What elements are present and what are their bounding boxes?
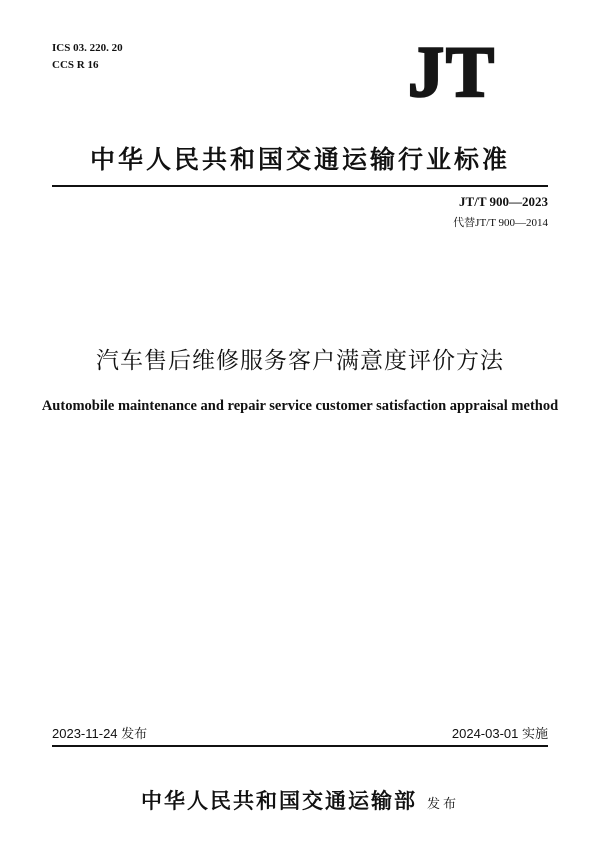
replaces-note: 代替JT/T 900—2014 (453, 217, 548, 229)
issue-date: 2023-11-24 发布 (52, 726, 148, 741)
sector-title: 中华人民共和国交通运输行业标准 (89, 145, 510, 174)
classification-codes (52, 40, 123, 74)
ics-code: ICS 03. 220. 20 (52, 42, 123, 54)
ccs-code: CCS R 16 (52, 59, 99, 71)
jt-logo (398, 40, 506, 100)
standard-number: JT/T 900—2023 (459, 194, 548, 209)
publisher-name: 中华人民共和国交通运输部 (140, 788, 417, 813)
top-divider (52, 185, 548, 187)
publisher-suffix: 发布 (426, 797, 459, 812)
jt-logo-text: JT (407, 40, 497, 100)
publisher (60, 785, 540, 815)
effective-date: 2024-03-01 实施 (451, 726, 548, 741)
bottom-divider (52, 745, 548, 747)
document-title-en: Automobile maintenance and repair service customer satisfaction appraisal method (41, 398, 559, 414)
document-title-zh: 汽车售后维修服务客户满意度评价方法 (96, 348, 504, 374)
